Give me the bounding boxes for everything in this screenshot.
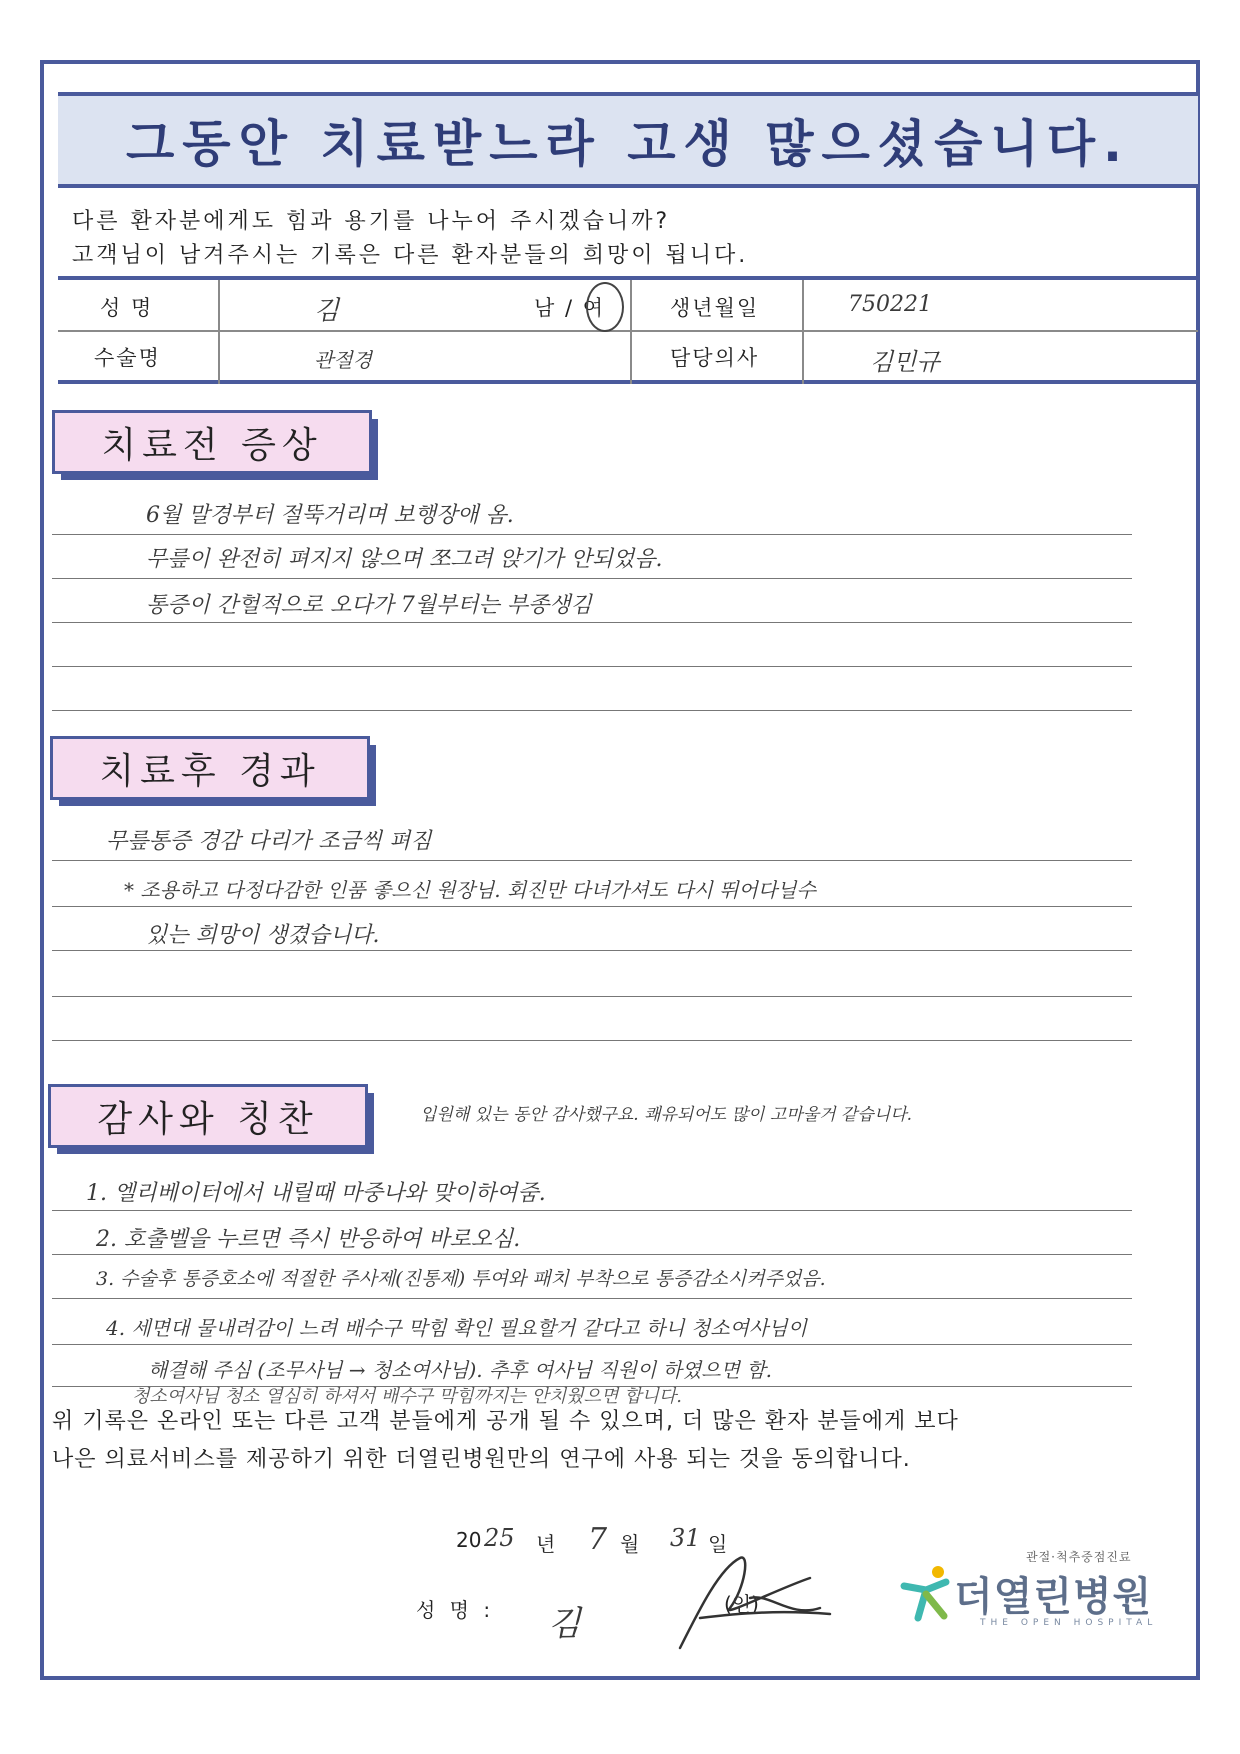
ruled-line bbox=[52, 1040, 1132, 1041]
gender-label: 남 / 여 bbox=[534, 296, 605, 320]
birth-label: 생년월일 bbox=[670, 296, 760, 320]
thanks-line-1: 1. 엘리베이터에서 내릴때 마중나와 맞이하여줌. bbox=[86, 1181, 546, 1206]
section-thanks-title: 감사와 칭찬 bbox=[97, 1098, 319, 1140]
ruled-line bbox=[52, 906, 1132, 907]
intro-line-1: 다른 환자분에게도 힘과 용기를 나누어 주시겠습니까? bbox=[72, 209, 671, 234]
logo-name: 더열린병원 bbox=[954, 1574, 1153, 1620]
after-line-3: 있는 희망이 생겼습니다. bbox=[146, 923, 380, 948]
date-day-unit: 일 bbox=[708, 1532, 728, 1556]
signature-name-label: 성 명 : bbox=[416, 1598, 495, 1622]
ruled-line bbox=[52, 578, 1132, 579]
birth-value: 750221 bbox=[848, 292, 932, 317]
date-day: 31 bbox=[670, 1524, 701, 1552]
before-line-3: 통증이 간헐적으로 오다가 7월부터는 부종생김 bbox=[146, 593, 592, 618]
logo-subtitle: 관절·척추중점진료 bbox=[1026, 1550, 1132, 1564]
thanks-line-3: 3. 수술후 통증호소에 적절한 주사제(진통제) 투여와 패치 부착으로 통증감소시켜주었음. bbox=[96, 1268, 826, 1290]
title-banner bbox=[58, 92, 1198, 188]
thanks-line-2: 2. 호출벨을 누르면 즉시 반응하여 바로오심. bbox=[96, 1227, 521, 1252]
consent-line-2: 나은 의료서비스를 제공하기 위한 더열린병원만의 연구에 사용 되는 것을 동의합니다. bbox=[52, 1447, 911, 1472]
date-month-unit: 월 bbox=[620, 1532, 640, 1556]
info-col-divider bbox=[218, 280, 220, 384]
signature-seal: (인) bbox=[724, 1592, 759, 1616]
surgery-value: 관절경 bbox=[314, 348, 372, 372]
before-line-2: 무릎이 완전히 펴지지 않으며 쪼그려 앉기가 안되었음. bbox=[146, 547, 663, 572]
ruled-line bbox=[52, 1298, 1132, 1299]
date-year-unit: 년 bbox=[536, 1532, 556, 1556]
info-col-divider bbox=[630, 280, 632, 384]
after-line-2: * 조용하고 다정다감한 인품 좋으신 원장님. 회진만 다녀가셔도 다시 뛰어다닐수 bbox=[124, 878, 816, 902]
thanks-line-5: 해결해 주심 (조무사님 → 청소여사님). 추후 여사님 직원이 하였으면 함. bbox=[148, 1358, 772, 1382]
date-year-prefix: 20 bbox=[456, 1528, 482, 1552]
ruled-line bbox=[52, 622, 1132, 623]
name-label: 성 명 bbox=[100, 296, 154, 320]
surgery-label: 수술명 bbox=[94, 346, 161, 370]
ruled-line bbox=[52, 860, 1132, 861]
section-before-title: 치료전 증상 bbox=[101, 424, 323, 466]
date-month: 7 bbox=[588, 1522, 608, 1557]
ruled-line bbox=[52, 534, 1132, 535]
ruled-line bbox=[52, 950, 1132, 951]
logo-figure-icon bbox=[898, 1564, 954, 1624]
intro-line-2: 고객님이 남겨주시는 기록은 다른 환자분들의 희망이 됩니다. bbox=[72, 243, 749, 268]
patient-info-table bbox=[58, 276, 1198, 384]
doctor-value: 김민규 bbox=[870, 348, 940, 376]
before-line-1: 6월 말경부터 절뚝거리며 보행장애 옴. bbox=[146, 503, 514, 528]
ruled-line bbox=[52, 996, 1132, 997]
thanks-header: 입원해 있는 동안 감사했구요. 쾌유되어도 많이 고마울거 같습니다. bbox=[420, 1105, 913, 1125]
name-value: 김 bbox=[314, 296, 340, 326]
date-year-suffix: 25 bbox=[484, 1524, 515, 1552]
info-row-divider bbox=[58, 330, 1198, 332]
info-col-divider bbox=[802, 280, 804, 384]
signature-name-value: 김 bbox=[548, 1604, 581, 1644]
logo-english: THE OPEN HOSPITAL bbox=[980, 1618, 1158, 1628]
consent-line-1: 위 기록은 온라인 또는 다른 고객 분들에게 공개 될 수 있으며, 더 많은 환자 분들에게 보다 bbox=[52, 1409, 959, 1434]
thanks-line-4: 4. 세면대 물내려감이 느려 배수구 막힘 확인 필요할거 같다고 하니 청소여사님이 bbox=[106, 1316, 807, 1340]
ruled-line bbox=[52, 666, 1132, 667]
ruled-line bbox=[52, 1254, 1132, 1255]
section-after-title: 치료후 경과 bbox=[99, 750, 321, 792]
thanks-line-6: 청소여사님 청소 열심히 하셔서 배수구 막힘까지는 안치웠으면 합니다. bbox=[132, 1386, 683, 1407]
page-title: 그동안 치료받느라 고생 많으셨습니다. bbox=[125, 115, 1130, 173]
handwritten-signature bbox=[660, 1548, 840, 1658]
doctor-label: 담당의사 bbox=[670, 346, 760, 370]
after-line-1: 무릎통증 경감 다리가 조금씩 펴짐 bbox=[106, 829, 432, 854]
section-before-title-box bbox=[52, 410, 372, 474]
ruled-line bbox=[52, 1210, 1132, 1211]
section-thanks-title-box bbox=[48, 1084, 368, 1148]
ruled-line bbox=[52, 1344, 1132, 1345]
gender-circle bbox=[586, 282, 624, 332]
ruled-line bbox=[52, 710, 1132, 711]
section-after-title-box bbox=[50, 736, 370, 800]
